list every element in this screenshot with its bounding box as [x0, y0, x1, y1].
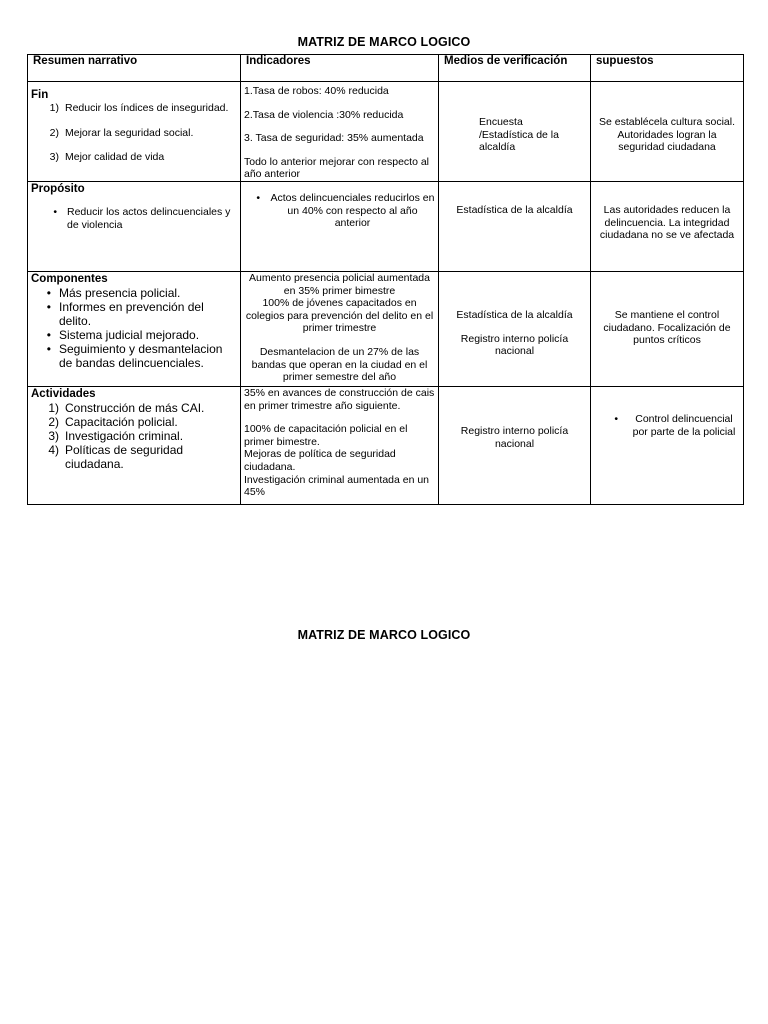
header-row	[28, 55, 744, 82]
verification-text: Registro interno policía nacional	[460, 332, 569, 358]
list-item: • Más presencia policial.	[46, 286, 181, 300]
assumption-text: Se establécela cultura social. Autoridades logran la seguridad ciudadana	[599, 116, 735, 154]
list-item: • Sistema judicial mejorado.	[46, 328, 200, 342]
indicator-text: Desmantelacion de un 27% de las bandas que operan en la ciudad en el primer semestre del año	[251, 345, 428, 384]
proposito-cell	[28, 182, 241, 272]
page-title: MATRIZ DE MARCO LOGICO	[297, 35, 471, 49]
list-item: • Seguimiento y desmantelacion de bandas delincuenciales.	[46, 342, 223, 370]
verification-text: Encuesta /Estadística de la alcaldía	[479, 116, 559, 154]
indicator-text: 100% de capacitación policial en el primer bimestre.	[244, 423, 408, 448]
fin-medios	[439, 82, 591, 182]
actividades-label: Actividades	[31, 388, 96, 400]
list-item: • Reducir los actos delincuenciales y de violencia	[53, 206, 231, 231]
proposito-indicadores	[241, 182, 439, 272]
assumption-text: Las autoridades reducen la delincuencia. La integridad ciudadana no se ve afectada	[599, 204, 735, 242]
actividades-supuestos	[591, 387, 744, 505]
componentes-medios	[439, 272, 591, 387]
indicator-text: 3. Tasa de seguridad: 35% aumentada	[244, 132, 424, 145]
actividades-list	[31, 401, 237, 471]
componentes-cell	[28, 272, 241, 387]
list-item: 2) Capacitación policial.	[48, 415, 178, 429]
row-actividades	[28, 387, 744, 505]
indicator-text: Investigación criminal aumentada en un 45%	[244, 473, 430, 499]
list-item: 3) Investigación criminal.	[48, 429, 184, 443]
list-item: 1) Construcción de más CAI.	[48, 401, 205, 415]
assumption-text: Se mantiene el control ciudadano. Focalización de puntos críticos	[603, 309, 731, 347]
fin-supuestos	[591, 82, 744, 182]
row-componentes	[28, 272, 744, 387]
indicator-text: 1.Tasa de robos: 40% reducida	[244, 85, 389, 97]
header-supuestos: supuestos	[591, 55, 744, 82]
indicator-text: Mejoras de política de seguridad ciudadana.	[244, 448, 396, 473]
verification-text: Estadística de la alcaldía	[456, 204, 573, 216]
fin-indicadores	[241, 82, 439, 182]
indicator-text: Todo lo anterior mejorar con respecto al año anterior	[244, 155, 430, 181]
componentes-label: Componentes	[31, 273, 108, 285]
actividades-cell	[28, 387, 241, 505]
row-fin	[28, 82, 744, 182]
verification-text: Estadística de la alcaldía	[456, 309, 573, 321]
row-proposito	[28, 182, 744, 272]
page-title-repeat: MATRIZ DE MARCO LOGICO	[297, 628, 471, 642]
proposito-label: Propósito	[31, 183, 85, 195]
indicator-text: 35% en avances de construcción de cais en primer trimestre año siguiente.	[244, 387, 435, 412]
fin-cell	[28, 82, 241, 182]
list-item: 4) Políticas de seguridad ciudadana.	[48, 443, 184, 471]
list-item: • Informes en prevención del delito.	[46, 300, 204, 328]
fin-list	[31, 102, 237, 164]
fin-label: Fin	[31, 89, 49, 101]
list-item: 1) Reducir los índices de inseguridad.	[49, 102, 229, 114]
header-indicadores: Indicadores	[241, 55, 439, 82]
header-medios: Medios de verificación	[439, 55, 591, 82]
proposito-medios	[439, 182, 591, 272]
logical-framework-matrix	[27, 54, 744, 505]
verification-text: Registro interno policía nacional	[460, 425, 569, 450]
proposito-supuestos	[591, 182, 744, 272]
indicator-text: 2.Tasa de violencia :30% reducida	[244, 108, 404, 121]
actividades-indicadores	[241, 387, 439, 505]
list-item: 3) Mejor calidad de vida	[49, 151, 165, 164]
componentes-indicadores	[241, 272, 439, 387]
indicator-text: Aumento presencia policial aumentada en 35% primer bimestre	[249, 272, 430, 297]
indicator-text: 100% de jóvenes capacitados en colegios para prevención del delito en el primer trimestre	[245, 297, 434, 335]
list-item: • Actos delincuenciales reducirlos en un 40% con respecto al año anterior	[256, 192, 435, 230]
actividades-medios	[439, 387, 591, 505]
list-item: 2) Mejorar la seguridad social.	[49, 126, 194, 139]
componentes-supuestos	[591, 272, 744, 387]
header-resumen: Resumen narrativo	[28, 55, 241, 82]
list-item: • Control delincuencial por parte de la policial	[614, 413, 736, 438]
